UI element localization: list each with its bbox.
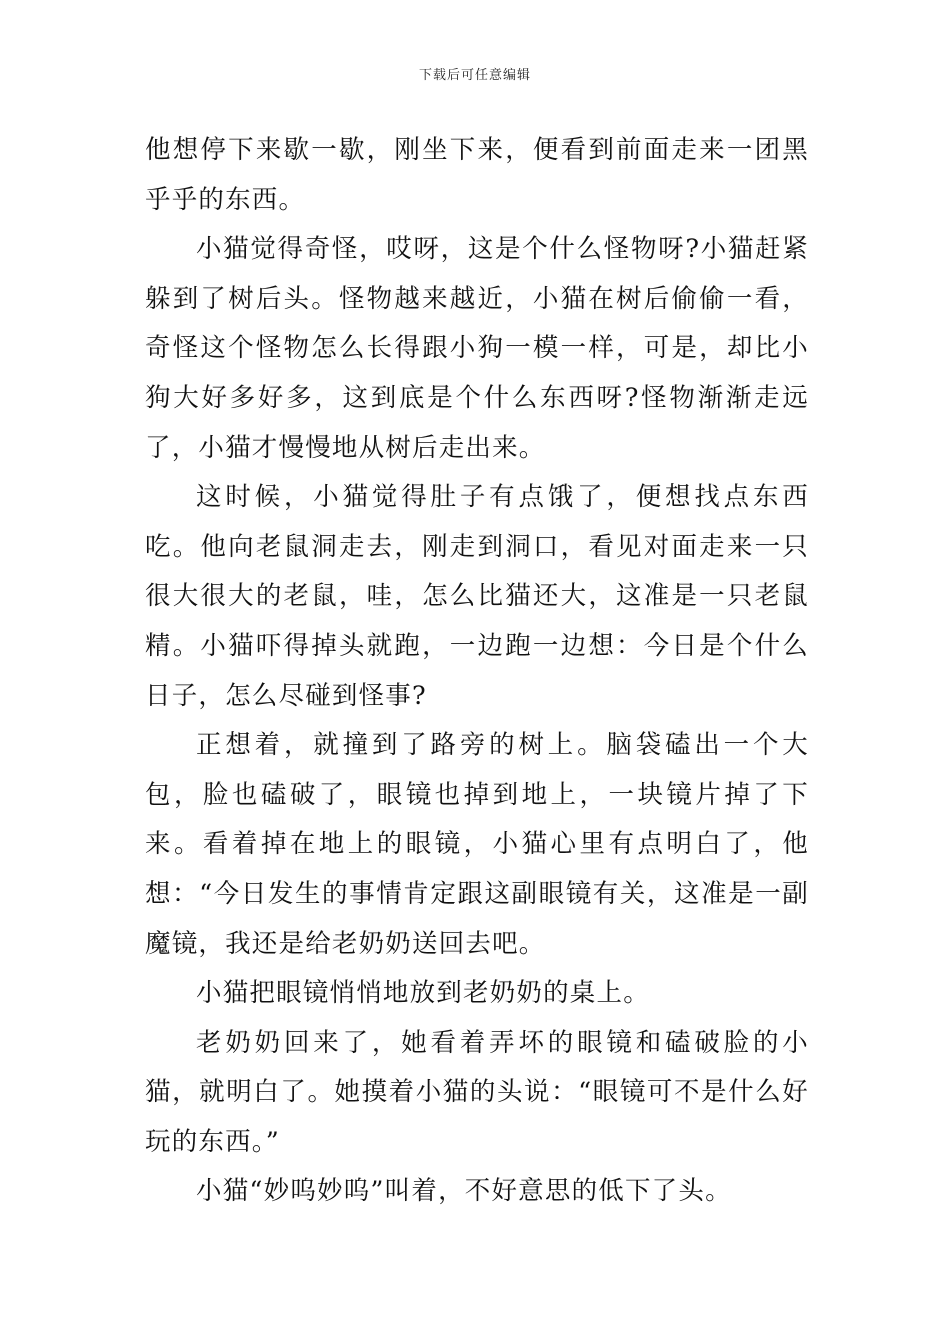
page-header: 下载后可任意编辑 (418, 68, 531, 83)
paragraph: 小猫把眼镜悄悄地放到老奶奶的桌上。 (196, 978, 650, 1009)
paragraph: 小猫“妙呜妙呜”叫着，不好意思的低下了头。 (196, 1176, 732, 1207)
paragraph: 他想停下来歇一歇，刚坐下来，便看到前面走来一团黑乎乎的东西。 (145, 135, 809, 215)
paragraph: 正想着，就撞到了路旁的树上。脑袋磕出一个大包，脸也磕破了，眼镜也掉到地上，一块镜片掉了下来。看着掉在地上的眼镜，小猫心里有点明白了，他想：“今日发生的事情肯定跟这副眼镜有关，这准是一副魔镜，我还是给老奶奶送回去吧。 (145, 730, 809, 959)
paragraph: 这时候，小猫觉得肚子有点饿了，便想找点东西吃。他向老鼠洞走去，刚走到洞口，看见对面走来一只很大很大的老鼠，哇，怎么比猫还大，这准是一只老鼠精。小猫吓得掉头就跑，一边跑一边想：今日是个什么日子，怎么尽碰到怪事? (145, 482, 809, 711)
paragraph: 小猫觉得奇怪，哎呀，这是个什么怪物呀?小猫赶紧躲到了树后头。怪物越来越近，小猫在树后偷偷一看，奇怪这个怪物怎么长得跟小狗一模一样，可是，却比小狗大好多好多，这到底是个什么东西呀?怪物渐渐走远了，小猫才慢慢地从树后走出来。 (145, 234, 809, 463)
paragraph: 老奶奶回来了，她看着弄坏的眼镜和磕破脸的小猫，就明白了。她摸着小猫的头说：“眼镜可不是什么好玩的东西。” (145, 1027, 809, 1157)
document-body (145, 126, 809, 1217)
